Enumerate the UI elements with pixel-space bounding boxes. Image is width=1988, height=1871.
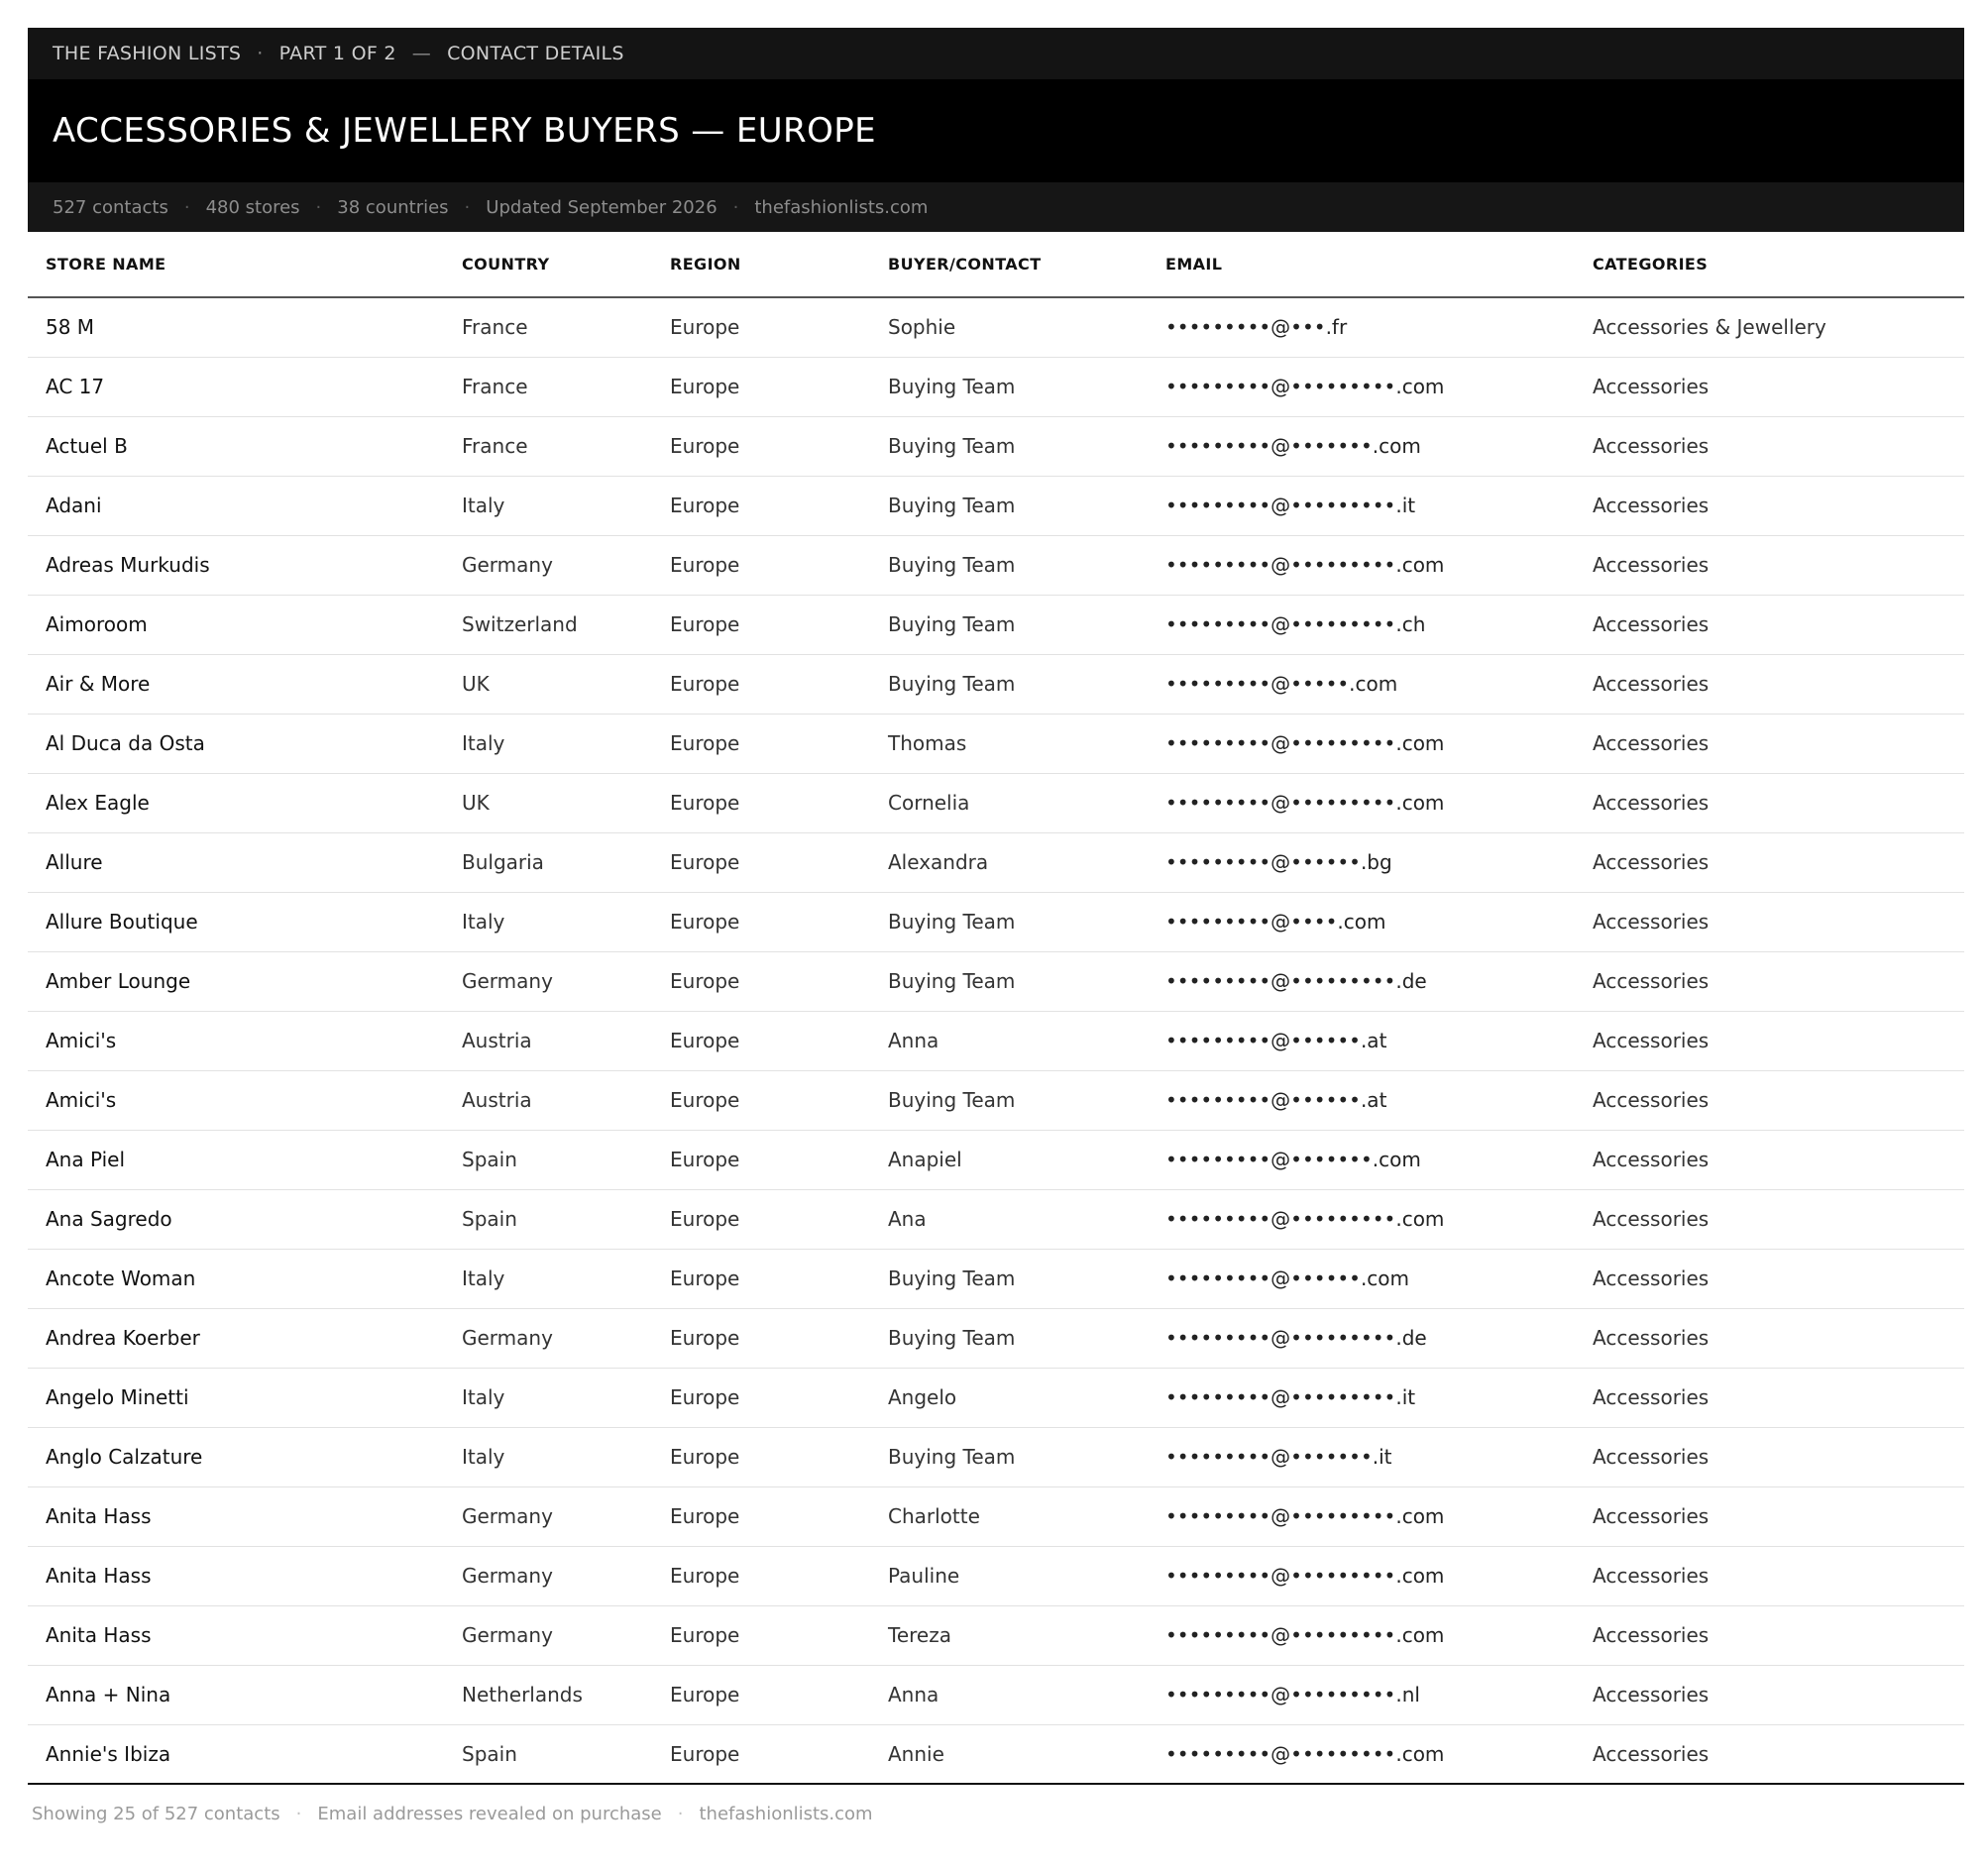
separator-dot: · [315,196,322,218]
email-cell: •••••••••@•••••••••.com [1148,1605,1575,1665]
categories-cell: Accessories [1575,951,1964,1011]
separator-dot: · [183,196,190,218]
region-cell: Europe [652,773,870,832]
table-row [28,1011,1964,1070]
table-row [28,832,1964,892]
store-name-cell: AC 17 [28,357,444,416]
region-cell: Europe [652,892,870,951]
categories-cell: Accessories [1575,1130,1964,1189]
country-cell: Germany [444,1486,652,1546]
region-cell: Europe [652,1486,870,1546]
categories-cell: Accessories [1575,416,1964,476]
country-cell: Germany [444,535,652,595]
table-row [28,951,1964,1011]
buyer-cell: Alexandra [870,832,1148,892]
section-label: CONTACT DETAILS [447,43,624,64]
country-cell: Germany [444,1546,652,1605]
table-row [28,773,1964,832]
categories-cell: Accessories [1575,1308,1964,1368]
region-cell: Europe [652,1368,870,1427]
country-cell: France [444,416,652,476]
categories-cell: Accessories [1575,1189,1964,1249]
brand-label: THE FASHION LISTS [53,43,242,64]
store-name-cell: Adani [28,476,444,535]
stores-count: 480 stores [205,196,300,218]
top-bar [28,28,1964,79]
country-cell: UK [444,654,652,714]
region-cell: Europe [652,654,870,714]
separator-dash: — [411,43,432,64]
country-cell: Germany [444,1605,652,1665]
store-name-cell: Anna + Nina [28,1665,444,1724]
region-cell: Europe [652,1308,870,1368]
separator-dot: · [257,43,264,64]
contact-list-sheet [28,28,1964,1842]
table-row [28,1308,1964,1368]
store-name-cell: Alex Eagle [28,773,444,832]
table-row [28,1427,1964,1486]
categories-cell: Accessories [1575,476,1964,535]
categories-cell: Accessories [1575,1249,1964,1308]
store-name-cell: Ana Sagredo [28,1189,444,1249]
categories-cell: Accessories [1575,1605,1964,1665]
region-cell: Europe [652,595,870,654]
categories-cell: Accessories [1575,357,1964,416]
table-row [28,1189,1964,1249]
email-cell: •••••••••@•••••••••.com [1148,773,1575,832]
region-cell: Europe [652,297,870,357]
column-header-region: REGION [652,232,870,297]
email-cell: •••••••••@•••••••••.ch [1148,595,1575,654]
buyer-cell: Buying Team [870,357,1148,416]
purchase-note: Email addresses revealed on purchase [317,1803,662,1824]
email-cell: •••••••••@•••••••••.com [1148,1486,1575,1546]
country-cell: Germany [444,1308,652,1368]
categories-cell: Accessories [1575,832,1964,892]
table-row [28,1546,1964,1605]
region-cell: Europe [652,476,870,535]
title-bar [28,79,1964,182]
table-row [28,297,1964,357]
country-cell: Italy [444,1249,652,1308]
column-header-country: COUNTRY [444,232,652,297]
buyer-cell: Cornelia [870,773,1148,832]
table-row [28,654,1964,714]
store-name-cell: Amici's [28,1011,444,1070]
buyer-cell: Buying Team [870,892,1148,951]
email-cell: •••••••••@•••••••••.com [1148,535,1575,595]
categories-cell: Accessories [1575,1368,1964,1427]
store-name-cell: Anita Hass [28,1486,444,1546]
buyer-cell: Buying Team [870,654,1148,714]
categories-cell: Accessories [1575,714,1964,773]
store-name-cell: Anita Hass [28,1605,444,1665]
categories-cell: Accessories & Jewellery [1575,297,1964,357]
footer-site-link[interactable]: thefashionlists.com [699,1803,873,1824]
region-cell: Europe [652,357,870,416]
table-row [28,1368,1964,1427]
country-cell: Spain [444,1724,652,1784]
email-cell: •••••••••@•••••••••.de [1148,951,1575,1011]
categories-cell: Accessories [1575,892,1964,951]
table-row [28,595,1964,654]
country-cell: Spain [444,1189,652,1249]
region-cell: Europe [652,714,870,773]
buyer-cell: Buying Team [870,476,1148,535]
separator-dot: · [677,1803,684,1824]
country-cell: Bulgaria [444,832,652,892]
table-row [28,416,1964,476]
buyer-cell: Charlotte [870,1486,1148,1546]
email-cell: •••••••••@••••••.at [1148,1011,1575,1070]
email-cell: •••••••••@•••••••••.com [1148,1189,1575,1249]
store-name-cell: Annie's Ibiza [28,1724,444,1784]
email-cell: •••••••••@•••••.com [1148,654,1575,714]
email-cell: •••••••••@•••••••••.com [1148,1724,1575,1784]
table-row [28,535,1964,595]
store-name-cell: Anglo Calzature [28,1427,444,1486]
country-cell: Austria [444,1011,652,1070]
email-cell: •••••••••@•••••••••.com [1148,357,1575,416]
store-name-cell: Al Duca da Osta [28,714,444,773]
table-row [28,1665,1964,1724]
store-name-cell: Aimoroom [28,595,444,654]
categories-cell: Accessories [1575,1486,1964,1546]
store-name-cell: Angelo Minetti [28,1368,444,1427]
separator-dot: · [732,196,739,218]
store-name-cell: Amber Lounge [28,951,444,1011]
table-row [28,892,1964,951]
page-title: ACCESSORIES & JEWELLERY BUYERS — EUROPE [53,111,877,151]
table-row [28,714,1964,773]
email-cell: •••••••••@••••••.com [1148,1249,1575,1308]
categories-cell: Accessories [1575,1011,1964,1070]
country-cell: Italy [444,1368,652,1427]
separator-dot: · [295,1803,302,1824]
email-cell: •••••••••@•••.fr [1148,297,1575,357]
country-cell: Netherlands [444,1665,652,1724]
buyer-cell: Ana [870,1189,1148,1249]
region-cell: Europe [652,1724,870,1784]
separator-dot: · [464,196,471,218]
column-header-categories: CATEGORIES [1575,232,1964,297]
table-header-row [28,232,1964,297]
email-cell: •••••••••@•••••••.com [1148,1130,1575,1189]
country-cell: Italy [444,1427,652,1486]
region-cell: Europe [652,951,870,1011]
store-name-cell: Adreas Murkudis [28,535,444,595]
store-name-cell: Anita Hass [28,1546,444,1605]
email-cell: •••••••••@•••••••••.de [1148,1308,1575,1368]
email-cell: •••••••••@•••••••••.com [1148,714,1575,773]
region-cell: Europe [652,1546,870,1605]
buyer-cell: Pauline [870,1546,1148,1605]
email-cell: •••••••••@••••••.bg [1148,832,1575,892]
part-label: PART 1 OF 2 [278,43,396,64]
table-row [28,1070,1964,1130]
table-row [28,476,1964,535]
buyer-cell: Buying Team [870,595,1148,654]
contacts-count: 527 contacts [53,196,168,218]
region-cell: Europe [652,1665,870,1724]
categories-cell: Accessories [1575,535,1964,595]
country-cell: Italy [444,476,652,535]
store-name-cell: Amici's [28,1070,444,1130]
store-name-cell: Ancote Woman [28,1249,444,1308]
email-cell: •••••••••@•••••••.com [1148,416,1575,476]
table-row [28,1486,1964,1546]
categories-cell: Accessories [1575,595,1964,654]
email-cell: •••••••••@•••••••.it [1148,1427,1575,1486]
country-cell: Italy [444,892,652,951]
buyer-cell: Buying Team [870,1249,1148,1308]
region-cell: Europe [652,1070,870,1130]
email-cell: •••••••••@••••••.at [1148,1070,1575,1130]
categories-cell: Accessories [1575,1724,1964,1784]
buyer-cell: Anna [870,1011,1148,1070]
buyer-cell: Sophie [870,297,1148,357]
country-cell: Italy [444,714,652,773]
buyer-cell: Angelo [870,1368,1148,1427]
store-name-cell: Andrea Koerber [28,1308,444,1368]
contacts-table [28,232,1964,1785]
table-row [28,357,1964,416]
showing-count: Showing 25 of 527 contacts [32,1803,280,1824]
country-cell: France [444,297,652,357]
store-name-cell: Actuel B [28,416,444,476]
region-cell: Europe [652,1011,870,1070]
store-name-cell: Air & More [28,654,444,714]
store-name-cell: Allure [28,832,444,892]
footer-bar [28,1785,1964,1842]
buyer-cell: Buying Team [870,416,1148,476]
store-name-cell: Ana Piel [28,1130,444,1189]
categories-cell: Accessories [1575,1427,1964,1486]
buyer-cell: Buying Team [870,951,1148,1011]
categories-cell: Accessories [1575,1665,1964,1724]
categories-cell: Accessories [1575,654,1964,714]
region-cell: Europe [652,1130,870,1189]
country-cell: France [444,357,652,416]
region-cell: Europe [652,1427,870,1486]
email-cell: •••••••••@•••••••••.com [1148,1546,1575,1605]
country-cell: Switzerland [444,595,652,654]
categories-cell: Accessories [1575,1070,1964,1130]
email-cell: •••••••••@•••••••••.nl [1148,1665,1575,1724]
buyer-cell: Thomas [870,714,1148,773]
table-row [28,1249,1964,1308]
buyer-cell: Buying Team [870,535,1148,595]
store-name-cell: 58 M [28,297,444,357]
column-header-buyer: BUYER/CONTACT [870,232,1148,297]
table-row [28,1130,1964,1189]
table-row [28,1605,1964,1665]
region-cell: Europe [652,535,870,595]
site-link[interactable]: thefashionlists.com [754,196,929,218]
buyer-cell: Anna [870,1665,1148,1724]
buyer-cell: Tereza [870,1605,1148,1665]
country-cell: Spain [444,1130,652,1189]
buyer-cell: Anapiel [870,1130,1148,1189]
country-cell: Germany [444,951,652,1011]
countries-count: 38 countries [337,196,449,218]
email-cell: •••••••••@•••••••••.it [1148,476,1575,535]
region-cell: Europe [652,416,870,476]
store-name-cell: Allure Boutique [28,892,444,951]
column-header-email: EMAIL [1148,232,1575,297]
email-cell: •••••••••@••••.com [1148,892,1575,951]
region-cell: Europe [652,1605,870,1665]
categories-cell: Accessories [1575,1546,1964,1605]
table-row [28,1724,1964,1784]
buyer-cell: Annie [870,1724,1148,1784]
region-cell: Europe [652,1249,870,1308]
buyer-cell: Buying Team [870,1308,1148,1368]
email-cell: •••••••••@•••••••••.it [1148,1368,1575,1427]
updated-date: Updated September 2026 [486,196,718,218]
categories-cell: Accessories [1575,773,1964,832]
column-header-store: STORE NAME [28,232,444,297]
country-cell: UK [444,773,652,832]
region-cell: Europe [652,1189,870,1249]
stats-bar [28,182,1964,232]
buyer-cell: Buying Team [870,1070,1148,1130]
country-cell: Austria [444,1070,652,1130]
region-cell: Europe [652,832,870,892]
buyer-cell: Buying Team [870,1427,1148,1486]
